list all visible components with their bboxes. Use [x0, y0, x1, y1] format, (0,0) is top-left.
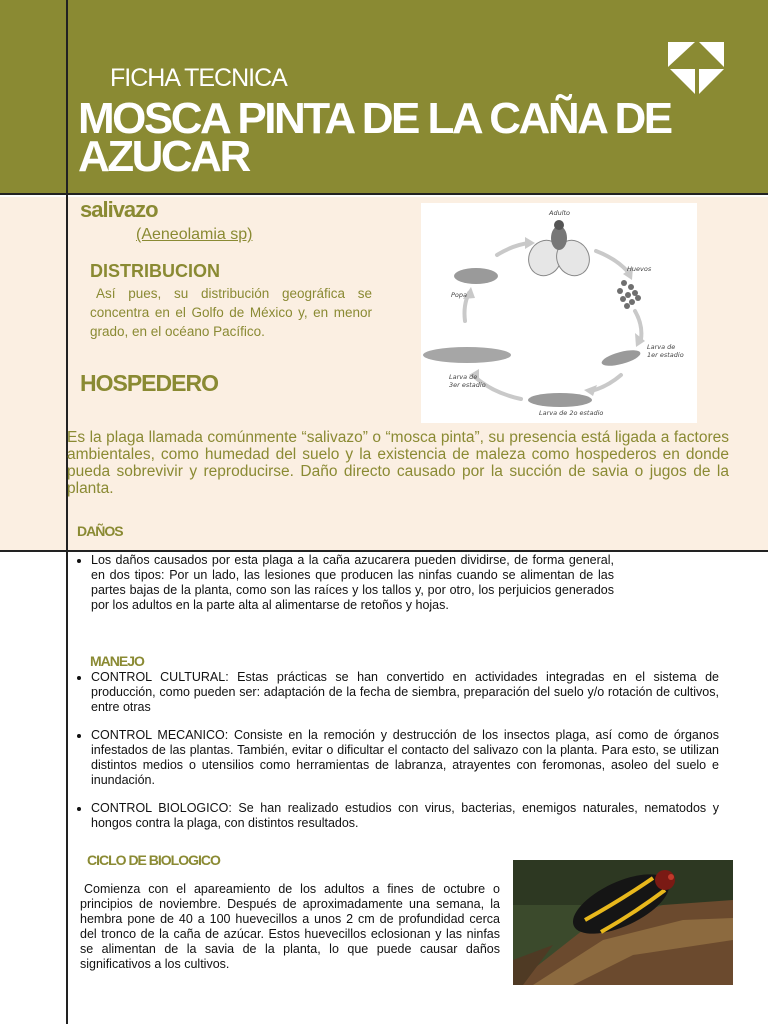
- distribution-text: Así pues, su distribución geográfica se concentra en el Golfo de México y, en menor grado, en el océano Pacífico.: [90, 286, 372, 339]
- larva-second-icon: [528, 393, 592, 407]
- margin-rule: [66, 0, 68, 1024]
- label-larva3-a: Larva de: [449, 373, 478, 381]
- pupa-icon: [454, 268, 498, 284]
- label-larva3-b: 3er estadio: [449, 381, 486, 389]
- eggs-icon: [617, 280, 641, 309]
- adult-insect-icon: [523, 220, 595, 281]
- management-list: [67, 670, 719, 831]
- larva-first-icon: [600, 347, 642, 369]
- distribution-heading: DISTRIBUCION: [90, 261, 220, 281]
- management-item-biological: • CONTROL BIOLOGICO: Se han realizado estudios con virus, bacterias, enemigos naturales, nematodos y hongos contra la plaga, con distintos resultados.: [91, 801, 719, 831]
- management-item-cultural: • CONTROL CULTURAL: Estas prácticas se han convertido en actividades integradas en el sistema de producción, como pueden ser: adaptación de la fecha de siembra, preparación del suelo y/o rotación de cultivos, entre otras: [91, 670, 719, 715]
- host-text: Es la plaga llamada comúnmente “salivazo” o “mosca pinta”, su presencia está ligada a factores ambientales, como humedad del suelo y la existencia de maleza como hospederos en donde pueda sobrevivir y reproducirse. Daño directo causado por la succión de savia o jugos de la planta.: [67, 429, 729, 497]
- management-heading: MANEJO: [90, 653, 144, 669]
- spittlebug-image: [513, 860, 733, 985]
- host-heading: HOSPEDERO: [80, 370, 218, 396]
- common-name: salivazo: [80, 197, 158, 222]
- damage-heading: DAÑOS: [77, 523, 123, 539]
- divider-middle: [0, 550, 768, 552]
- damage-item: • Los daños causados por esta plaga a la caña azucarera pueden dividirse, de forma general, en dos tipos: Por un lado, las lesiones que producen las ninfas cuando se alimentan de las partes bajas de la planta, como son las raíces y los tallos y, por otro, los perjuicios generados por los adultos en la parte alta al alimentarse de retoños y hojas.: [91, 553, 614, 613]
- triangles-logo-icon: [668, 42, 726, 94]
- doc-kicker: FICHA TECNICA: [110, 64, 287, 92]
- damage-list: [67, 553, 614, 613]
- lifecycle-diagram: [421, 203, 697, 423]
- doc-title: MOSCA PINTA DE LA CAÑA DE AZUCAR: [78, 94, 671, 181]
- cycle-text: Comienza con el apareamiento de los adultos a fines de octubre o principios de noviembre. Después de aproximadamente una semana, la hembra pone de 40 a 100 huevecillos a unos 2 cm de profundidad cerca del tronco de la caña de azúcar. Estos huevecillos eclosionan y las ninfas se alimentan de la savia de la planta, lo que puede causar daños significativos a los cultivos.: [80, 882, 500, 971]
- label-larva1-a: Larva de: [647, 343, 676, 351]
- label-pupa: Popa: [451, 291, 468, 299]
- larva-third-icon: [423, 347, 511, 363]
- scientific-name: (Aeneolamia sp): [136, 226, 253, 243]
- label-larva2: Larva de 2o estadio: [539, 409, 604, 417]
- label-larva1-b: 1er estadio: [647, 351, 684, 359]
- label-adult: Adulto: [549, 209, 571, 217]
- lifecycle-graphic: [421, 203, 697, 423]
- insect-photo: [513, 860, 733, 985]
- divider-top: [0, 193, 768, 195]
- management-item-mechanical: • CONTROL MECANICO: Consiste en la remoción y destrucción de los insectos plaga, así como de órganos infestados de las plantas. También, evitar o dificultar el contacto del salivazo con la planta. Para esto, se utilizan distintos medios o utensilios como herramientas de labranza, atrayentes con feromonas, asoleo del suelo e inundación.: [91, 728, 719, 788]
- cycle-heading: CICLO DE BIOLOGICO: [87, 852, 220, 868]
- label-eggs: Huevos: [627, 265, 652, 273]
